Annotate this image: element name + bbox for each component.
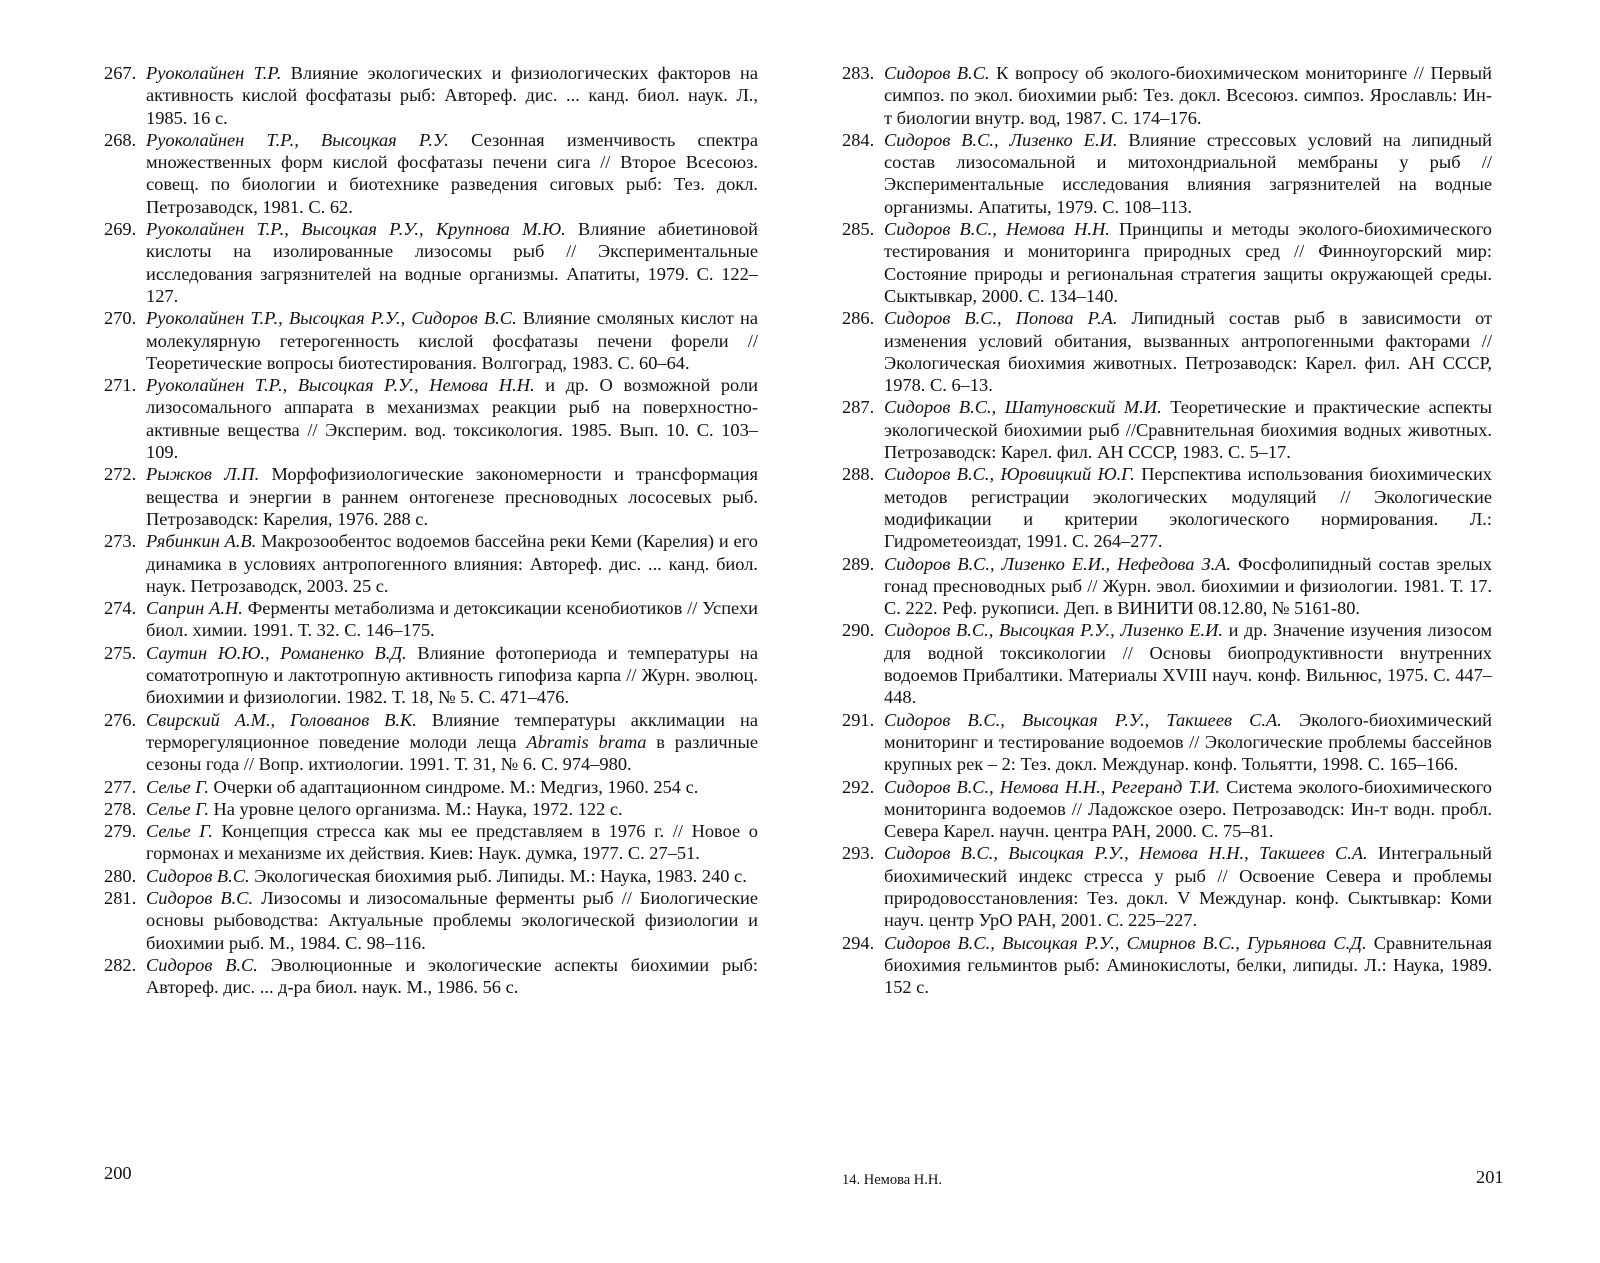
reference-text-after: в различные сезоны года // Вопр. ихтиологии. 1991. Т. 31, № 6. С. 974–980.	[146, 731, 759, 775]
reference-text: Очерки об адаптационном синдроме. М.: Медгиз, 1960. 254 с.	[208, 776, 699, 797]
reference-authors: Свирский А.М., Голованов В.К.	[146, 709, 417, 730]
reference-authors: Сидоров В.С.	[146, 887, 254, 908]
reference-number: 288.	[842, 464, 875, 485]
reference-item	[104, 530, 758, 597]
reference-text: Макрозообентос водоемов бассейна реки Кеми (Карелия) и его динамика в условиях антропогенного влияния: Автореф. дис. ... канд. биол. наук. Петрозаводск, 2003. 25 с.	[146, 531, 758, 596]
reference-item	[842, 307, 1492, 396]
reference-number: 274.	[104, 598, 137, 619]
reference-text: Теоретические и практические аспекты экологической биохимии рыб //Сравнительная биохимия водных животных. Петрозаводск: Карел. фил. АН СССР, 1983. С. 5–17.	[884, 397, 1492, 463]
reference-authors: Селье Г.	[146, 821, 213, 842]
reference-authors: Саприн А.Н.	[146, 598, 243, 619]
reference-text: Влияние экологических и физиологических факторов на активность кислой фосфатазы рыб: Автореф. дис. ... канд. биол. наук. Л., 1985. 16 с.	[146, 63, 759, 128]
reference-number: 294.	[842, 932, 875, 953]
reference-number: 291.	[842, 709, 875, 730]
reference-item	[104, 709, 758, 776]
reference-number: 282.	[104, 954, 137, 975]
reference-number: 284.	[842, 129, 875, 150]
reference-item	[104, 865, 758, 887]
reference-authors: Селье Г.	[146, 776, 209, 797]
reference-authors: Сидоров В.С., Высоцкая Р.У., Смирнов В.С., Гурьянова С.Д.	[884, 932, 1367, 953]
reference-item	[842, 218, 1492, 307]
reference-item	[842, 776, 1492, 843]
reference-item	[104, 820, 758, 865]
reference-authors: Сидоров В.С., Немова Н.Н., Регеранд Т.И.	[884, 776, 1221, 797]
reference-item	[104, 642, 758, 709]
species-name: Abramis brama	[526, 731, 647, 752]
reference-authors: Сидоров В.С.	[146, 954, 258, 975]
reference-authors: Сидоров В.С., Попова Р.А.	[884, 308, 1118, 329]
reference-authors: Сидоров В.С., Высоцкая Р.У., Лизенко Е.И.	[884, 620, 1223, 641]
reference-item	[842, 129, 1492, 218]
right-page	[842, 62, 1492, 998]
reference-authors: Сидоров В.С., Шатуновский М.И.	[884, 397, 1162, 418]
reference-text: Морфофизиологические закономерности и трансформация вещества и энергии в раннем онтогенезе пресноводных лососевых рыб. Петрозаводск: Карелия, 1976. 288 с.	[146, 464, 758, 529]
reference-text: Система эколого-биохимического мониторинга водоемов // Ладожское озеро. Петрозаводск: Ин-т водн. пробл. Севера Карел. научн. центра РАН, 2000. С. 75–81.	[884, 776, 1492, 842]
reference-item	[842, 463, 1492, 552]
reference-item	[842, 619, 1492, 708]
reference-item	[104, 463, 758, 530]
reference-text: Эколого-биохимический мониторинг и тестирование водоемов // Экологические проблемы бассейнов крупных рек – 2: Тез. докл. Междунар. конф. Тольятти, 1998. С. 165–166.	[884, 709, 1492, 775]
reference-text: Ферменты метаболизма и детоксикации ксенобиотиков // Успехи биол. химии. 1991. Т. 32. С. 146–175.	[146, 598, 759, 641]
reference-text: Влияние температуры акклимации на терморегуляционное поведение молоди леща	[146, 709, 758, 752]
reference-item	[842, 709, 1492, 776]
reference-text: и др. Значение изучения лизосом для водной токсикологии // Основы биопродуктивности внутренних водоемов Прибалтики. Материалы XVIII науч. конф. Вильнюс, 1975. С. 447–448.	[884, 620, 1492, 708]
reference-number: 287.	[842, 397, 875, 418]
reference-authors: Селье Г.	[146, 798, 209, 819]
reference-authors: Руоколайнен Т.Р., Высоцкая Р.У., Сидоров В.С.	[146, 308, 517, 329]
reference-text: Влияние стрессовых условий на липидный состав лизосомальной и митохондриальной мембраны у рыб // Экспериментальные исследования влияния загрязнителей на водные организмы. Апатиты, 1979. С. 108–113.	[884, 129, 1492, 217]
reference-number: 293.	[842, 843, 875, 864]
reference-text: Сравнительная биохимия гельминтов рыб: Аминокислоты, белки, липиды. Л.: Наука, 1989. 152 с.	[884, 932, 1492, 998]
reference-number: 290.	[842, 620, 875, 641]
reference-text: Экологическая биохимия рыб. Липиды. М.: Наука, 1983. 240 с.	[249, 865, 747, 886]
reference-text: Перспектива использования биохимических методов регистрации экологических модуляций // Экологические модификации и критерии экологического нормирования. Л.: Гидрометеоиздат, 1991. С. 264–277.	[884, 464, 1492, 552]
reference-item	[104, 954, 758, 999]
reference-item	[104, 597, 758, 642]
reference-authors: Сидоров В.С.	[884, 63, 990, 83]
reference-number: 280.	[104, 865, 137, 886]
reference-number: 285.	[842, 219, 875, 240]
reference-item	[842, 396, 1492, 463]
left-page	[104, 62, 758, 998]
reference-item	[104, 307, 758, 374]
reference-text: К вопросу об эколого-биохимическом мониторинге // Первый симпоз. по экол. биохимии рыб: Тез. докл. Всесоюз. симпоз. Ярославль: Ин-т биологии внутр. вод, 1987. С. 174–176.	[884, 63, 1492, 128]
reference-text: Интегральный биохимический индекс стресса у рыб // Освоение Севера и проблемы природовосстановления: Тез. докл. V Междунар. конф. Сыктывкар: Коми науч. центр УрО РАН, 2001. С. 225–227.	[884, 843, 1492, 931]
reference-number: 268.	[104, 129, 137, 150]
reference-number: 269.	[104, 219, 137, 240]
reference-authors: Сидоров В.С., Высоцкая Р.У., Немова Н.Н., Такшеев С.А.	[884, 843, 1368, 864]
reference-text: Принципы и методы эколого-биохимического тестирования и мониторинга природных сред // Финноугорский мир: Состояние природы и региональная стратегия защиты окружающей среды. Сыктывкар, 2000. С. 134–140.	[884, 219, 1492, 306]
reference-text: Концепция стресса как мы ее представляем в 1976 г. // Новое о гормонах и механизме их действия. Киев: Наук. думка, 1977. С. 27–51.	[146, 821, 758, 864]
reference-authors: Руоколайнен Т.Р., Высоцкая Р.У., Немова Н.Н.	[146, 375, 535, 396]
reference-authors: Сидоров В.С., Лизенко Е.И., Нефедова З.А.	[884, 553, 1231, 574]
reference-authors: Рябинкин А.В.	[146, 531, 257, 552]
reference-item	[104, 218, 758, 307]
reference-number: 292.	[842, 776, 875, 797]
reference-item	[842, 62, 1492, 129]
reference-number: 275.	[104, 642, 137, 663]
reference-text: Лизосомы и лизосомальные ферменты рыб // Биологические основы рыбоводства: Актуальные проблемы экологической физиологии и биохимии рыб. М., 1984. С. 98–116.	[146, 887, 758, 953]
reference-authors: Саутин Ю.Ю., Романенко В.Д.	[146, 642, 407, 663]
reference-item	[104, 798, 758, 820]
reference-number: 271.	[104, 375, 137, 396]
reference-text: Фосфолипидный состав зрелых гонад пресноводных рыб // Журн. эвол. биохимии и физиологии. 1981. Т. 17. С. 222. Реф. рукописи. Деп. в ВИНИТИ 08.12.80, № 5161-80.	[884, 553, 1492, 619]
reference-authors: Сидоров В.С., Немова Н.Н.	[884, 219, 1110, 240]
reference-text: Влияние фотопериода и температуры на соматотропную и лактотропную активность гипофиза карпа // Журн. эволюц. биохимии и физиологии. 1982. Т. 18, № 5. С. 471–476.	[146, 642, 758, 708]
reference-number: 277.	[104, 776, 137, 797]
reference-authors: Руоколайнен Т.Р., Высоцкая Р.У.	[146, 129, 449, 150]
page-number-right: 201	[1476, 1167, 1504, 1187]
reference-list-right	[842, 62, 1492, 998]
reference-number: 273.	[104, 531, 137, 552]
reference-authors: Сидоров В.С., Юровицкий Ю.Г.	[884, 464, 1135, 485]
reference-text: Влияние абиетиновой кислоты на изолированные лизосомы рыб // Экспериментальные исследования загрязнителей на водные организмы. Апатиты, 1979. С. 122–127.	[146, 219, 758, 306]
reference-item	[104, 374, 758, 463]
reference-authors: Руоколайнен Т.Р.	[146, 63, 282, 83]
reference-number: 281.	[104, 887, 137, 908]
reference-text: Влияние смоляных кислот на молекулярную гетерогенность кислой фосфатазы печени форели // Теоретические вопросы биотестирования. Волгоград, 1983. С. 60–64.	[146, 308, 758, 373]
reference-item	[842, 553, 1492, 620]
reference-authors: Сидоров В.С.	[146, 865, 250, 886]
reference-authors: Сидоров В.С., Лизенко Е.И.	[884, 129, 1118, 150]
reference-number: 276.	[104, 709, 137, 730]
reference-text: Липидный состав рыб в зависимости от изменения условий обитания, вызванных антропогенными факторами // Экологическая биохимия животных. Петрозаводск: Карел. фил. АН СССР, 1978. С. 6–13.	[884, 308, 1492, 396]
reference-item	[104, 129, 758, 218]
reference-number: 289.	[842, 553, 875, 574]
reference-list-left	[104, 62, 758, 998]
reference-item	[104, 62, 758, 129]
reference-authors: Руоколайнен Т.Р., Высоцкая Р.У., Крупнова М.Ю.	[146, 219, 566, 240]
signature-mark: 14. Немова Н.Н.	[842, 1172, 942, 1188]
reference-text: Сезонная изменчивость спектра множественных форм кислой фосфатазы печени сига // Второе Всесоюз. совещ. по биологии и биотехнике разведения сиговых рыб: Тез. докл. Петрозаводск, 1981. С. 62.	[146, 129, 759, 217]
reference-number: 279.	[104, 821, 137, 842]
reference-number: 272.	[104, 464, 137, 485]
reference-number: 286.	[842, 308, 875, 329]
reference-number: 270.	[104, 308, 137, 329]
reference-text: Эволюционные и экологические аспекты биохимии рыб: Автореф. дис. ... д-ра биол. наук. М., 1986. 56 с.	[146, 954, 758, 998]
reference-number: 267.	[104, 63, 137, 83]
page-number-left: 200	[104, 1163, 132, 1183]
reference-item	[842, 932, 1492, 999]
reference-number: 283.	[842, 63, 875, 83]
reference-number: 278.	[104, 798, 137, 819]
reference-authors: Рыжков Л.П.	[146, 464, 260, 485]
reference-item	[842, 842, 1492, 931]
reference-item	[104, 887, 758, 954]
reference-authors: Сидоров В.С., Высоцкая Р.У., Такшеев С.А.	[884, 709, 1282, 730]
reference-item	[104, 776, 758, 798]
reference-text: и др. О возможной роли лизосомального аппарата в механизмах реакции рыб на поверхностно-активные вещества // Эксперим. вод. токсикология. 1985. Вып. 10. С. 103–109.	[146, 375, 758, 463]
reference-text: На уровне целого организма. М.: Наука, 1972. 122 с.	[208, 798, 623, 819]
